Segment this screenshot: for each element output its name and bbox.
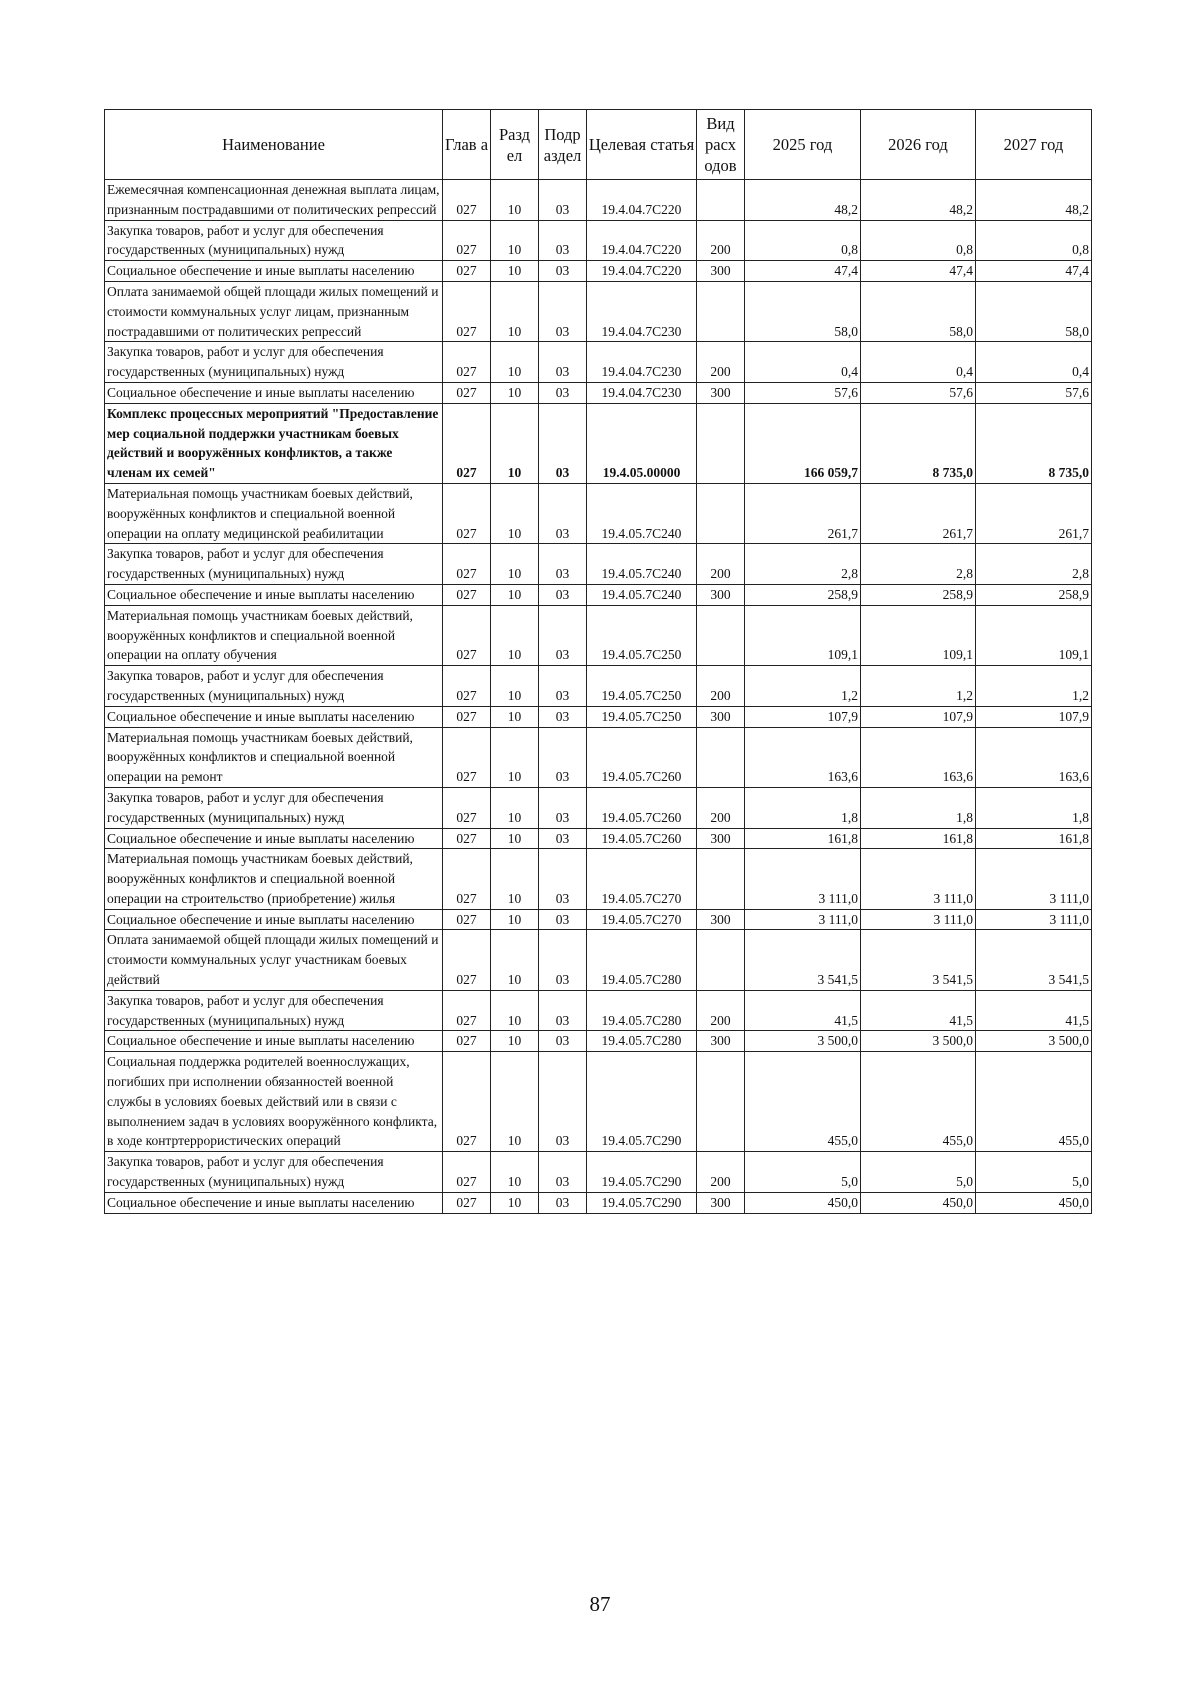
- table-row: [105, 1152, 1092, 1193]
- cell-section: 10: [491, 1031, 539, 1052]
- cell-2026: 455,0: [861, 1052, 976, 1152]
- cell-2027: 163,6: [976, 727, 1092, 787]
- cell-chapter: 027: [443, 1192, 491, 1213]
- cell-type: 200: [697, 220, 745, 261]
- cell-section: 10: [491, 483, 539, 543]
- cell-target: 19.4.04.7С220: [587, 261, 697, 282]
- table-row: [105, 1052, 1092, 1152]
- cell-subsection: 03: [539, 787, 587, 828]
- cell-subsection: 03: [539, 382, 587, 403]
- cell-type: 300: [697, 1192, 745, 1213]
- cell-2027: 3 111,0: [976, 849, 1092, 909]
- cell-chapter: 027: [443, 605, 491, 665]
- cell-2025: 3 111,0: [745, 849, 861, 909]
- cell-2025: 261,7: [745, 483, 861, 543]
- table-body: [105, 180, 1092, 1214]
- cell-2027: 450,0: [976, 1192, 1092, 1213]
- cell-type: 300: [697, 584, 745, 605]
- table-row: [105, 1031, 1092, 1052]
- cell-2027: 8 735,0: [976, 403, 1092, 483]
- cell-chapter: 027: [443, 1152, 491, 1193]
- cell-name: Закупка товаров, работ и услуг для обеспечения государственных (муниципальных) нужд: [105, 544, 443, 585]
- cell-2027: 109,1: [976, 605, 1092, 665]
- cell-chapter: 027: [443, 727, 491, 787]
- cell-chapter: 027: [443, 261, 491, 282]
- cell-2025: 2,8: [745, 544, 861, 585]
- cell-2026: 261,7: [861, 483, 976, 543]
- cell-2027: 5,0: [976, 1152, 1092, 1193]
- header-2025: 2025 год: [745, 110, 861, 180]
- cell-2025: 41,5: [745, 990, 861, 1031]
- table-row: [105, 666, 1092, 707]
- cell-2026: 163,6: [861, 727, 976, 787]
- cell-target: 19.4.05.7С270: [587, 849, 697, 909]
- cell-subsection: 03: [539, 666, 587, 707]
- cell-2025: 3 500,0: [745, 1031, 861, 1052]
- cell-subsection: 03: [539, 584, 587, 605]
- cell-2025: 1,8: [745, 787, 861, 828]
- header-section: Разд ел: [491, 110, 539, 180]
- header-2027: 2027 год: [976, 110, 1092, 180]
- cell-2026: 3 111,0: [861, 909, 976, 930]
- cell-name: Материальная помощь участникам боевых действий, вооружённых конфликтов и специальной военной операции на оплату обучения: [105, 605, 443, 665]
- cell-chapter: 027: [443, 403, 491, 483]
- cell-subsection: 03: [539, 1152, 587, 1193]
- cell-2027: 2,8: [976, 544, 1092, 585]
- cell-target: 19.4.05.7С290: [587, 1152, 697, 1193]
- cell-2026: 450,0: [861, 1192, 976, 1213]
- cell-2026: 47,4: [861, 261, 976, 282]
- cell-2026: 41,5: [861, 990, 976, 1031]
- cell-type: [697, 483, 745, 543]
- cell-section: 10: [491, 220, 539, 261]
- cell-subsection: 03: [539, 403, 587, 483]
- cell-chapter: 027: [443, 180, 491, 221]
- cell-subsection: 03: [539, 990, 587, 1031]
- cell-2025: 0,4: [745, 342, 861, 383]
- cell-chapter: 027: [443, 342, 491, 383]
- cell-type: 300: [697, 706, 745, 727]
- cell-2026: 0,8: [861, 220, 976, 261]
- cell-2026: 2,8: [861, 544, 976, 585]
- cell-section: 10: [491, 828, 539, 849]
- cell-2025: 109,1: [745, 605, 861, 665]
- cell-target: 19.4.04.7С220: [587, 220, 697, 261]
- cell-subsection: 03: [539, 828, 587, 849]
- cell-target: 19.4.05.7С240: [587, 584, 697, 605]
- cell-type: 300: [697, 261, 745, 282]
- cell-name: Социальное обеспечение и иные выплаты населению: [105, 706, 443, 727]
- cell-name: Закупка товаров, работ и услуг для обеспечения государственных (муниципальных) нужд: [105, 342, 443, 383]
- cell-target: 19.4.05.7С240: [587, 483, 697, 543]
- cell-name: Комплекс процессных мероприятий "Предоставление мер социальной поддержки участникам боевых действий и вооружённых конфликтов, а также членам их семей": [105, 403, 443, 483]
- cell-target: 19.4.05.7С290: [587, 1052, 697, 1152]
- table-row: [105, 281, 1092, 341]
- cell-target: 19.4.05.7С240: [587, 544, 697, 585]
- cell-2026: 3 500,0: [861, 1031, 976, 1052]
- cell-2027: 1,2: [976, 666, 1092, 707]
- cell-subsection: 03: [539, 544, 587, 585]
- cell-target: 19.4.04.7С230: [587, 382, 697, 403]
- cell-name: Социальное обеспечение и иные выплаты населению: [105, 584, 443, 605]
- table-row: [105, 403, 1092, 483]
- cell-section: 10: [491, 605, 539, 665]
- cell-type: [697, 727, 745, 787]
- cell-2026: 3 111,0: [861, 849, 976, 909]
- cell-chapter: 027: [443, 544, 491, 585]
- cell-2026: 109,1: [861, 605, 976, 665]
- cell-section: 10: [491, 727, 539, 787]
- cell-subsection: 03: [539, 342, 587, 383]
- cell-target: 19.4.04.7С230: [587, 342, 697, 383]
- cell-2027: 261,7: [976, 483, 1092, 543]
- cell-2026: 161,8: [861, 828, 976, 849]
- cell-section: 10: [491, 990, 539, 1031]
- cell-2025: 3 541,5: [745, 930, 861, 990]
- table-row: [105, 828, 1092, 849]
- cell-2027: 3 541,5: [976, 930, 1092, 990]
- cell-chapter: 027: [443, 787, 491, 828]
- cell-section: 10: [491, 261, 539, 282]
- cell-type: [697, 605, 745, 665]
- cell-chapter: 027: [443, 930, 491, 990]
- cell-2027: 48,2: [976, 180, 1092, 221]
- cell-2027: 0,4: [976, 342, 1092, 383]
- cell-subsection: 03: [539, 1052, 587, 1152]
- cell-2025: 0,8: [745, 220, 861, 261]
- cell-2027: 3 111,0: [976, 909, 1092, 930]
- cell-2025: 5,0: [745, 1152, 861, 1193]
- table-row: [105, 605, 1092, 665]
- table-row: [105, 990, 1092, 1031]
- cell-target: 19.4.05.7С280: [587, 930, 697, 990]
- cell-chapter: 027: [443, 706, 491, 727]
- cell-2025: 47,4: [745, 261, 861, 282]
- cell-target: 19.4.05.7С260: [587, 828, 697, 849]
- header-type: Вид расх одов: [697, 110, 745, 180]
- cell-subsection: 03: [539, 727, 587, 787]
- table-row: [105, 909, 1092, 930]
- cell-target: 19.4.05.7С270: [587, 909, 697, 930]
- cell-chapter: 027: [443, 990, 491, 1031]
- table-row: [105, 584, 1092, 605]
- cell-target: 19.4.04.7С230: [587, 281, 697, 341]
- cell-target: 19.4.05.7С250: [587, 666, 697, 707]
- cell-2026: 107,9: [861, 706, 976, 727]
- table-header: [105, 110, 1092, 180]
- cell-name: Материальная помощь участникам боевых действий, вооружённых конфликтов и специальной военной операции на оплату медицинской реабилитации: [105, 483, 443, 543]
- cell-chapter: 027: [443, 1052, 491, 1152]
- cell-subsection: 03: [539, 849, 587, 909]
- cell-subsection: 03: [539, 180, 587, 221]
- cell-name: Оплата занимаемой общей площади жилых помещений и стоимости коммунальных услуг участникам боевых действий: [105, 930, 443, 990]
- cell-section: 10: [491, 281, 539, 341]
- table-row: [105, 180, 1092, 221]
- cell-subsection: 03: [539, 909, 587, 930]
- cell-type: 200: [697, 990, 745, 1031]
- cell-2025: 1,2: [745, 666, 861, 707]
- header-target: Целевая статья: [587, 110, 697, 180]
- cell-name: Материальная помощь участникам боевых действий, вооружённых конфликтов и специальной военной операции на строительство (приобретение) жилья: [105, 849, 443, 909]
- cell-2027: 57,6: [976, 382, 1092, 403]
- cell-subsection: 03: [539, 1192, 587, 1213]
- cell-2026: 5,0: [861, 1152, 976, 1193]
- cell-subsection: 03: [539, 220, 587, 261]
- table-row: [105, 849, 1092, 909]
- cell-target: 19.4.05.7С260: [587, 787, 697, 828]
- cell-2025: 58,0: [745, 281, 861, 341]
- table-row: [105, 930, 1092, 990]
- cell-subsection: 03: [539, 706, 587, 727]
- cell-2025: 258,9: [745, 584, 861, 605]
- cell-2026: 48,2: [861, 180, 976, 221]
- cell-section: 10: [491, 706, 539, 727]
- cell-name: Социальное обеспечение и иные выплаты населению: [105, 382, 443, 403]
- cell-name: Социальное обеспечение и иные выплаты населению: [105, 1192, 443, 1213]
- cell-section: 10: [491, 180, 539, 221]
- table-row: [105, 544, 1092, 585]
- cell-type: 200: [697, 666, 745, 707]
- cell-type: 200: [697, 544, 745, 585]
- table-row: [105, 483, 1092, 543]
- table-row: [105, 787, 1092, 828]
- table-row: [105, 342, 1092, 383]
- cell-chapter: 027: [443, 584, 491, 605]
- table-row: [105, 261, 1092, 282]
- cell-chapter: 027: [443, 483, 491, 543]
- cell-2026: 1,2: [861, 666, 976, 707]
- header-subsection: Подр аздел: [539, 110, 587, 180]
- cell-type: [697, 403, 745, 483]
- cell-target: 19.4.05.7С280: [587, 1031, 697, 1052]
- cell-section: 10: [491, 1192, 539, 1213]
- cell-target: 19.4.05.7С290: [587, 1192, 697, 1213]
- cell-2025: 455,0: [745, 1052, 861, 1152]
- cell-2027: 0,8: [976, 220, 1092, 261]
- cell-section: 10: [491, 544, 539, 585]
- cell-type: [697, 281, 745, 341]
- cell-section: 10: [491, 403, 539, 483]
- header-name: Наименование: [105, 110, 443, 180]
- cell-target: 19.4.05.7С250: [587, 706, 697, 727]
- cell-section: 10: [491, 930, 539, 990]
- cell-2026: 1,8: [861, 787, 976, 828]
- cell-subsection: 03: [539, 1031, 587, 1052]
- cell-2027: 455,0: [976, 1052, 1092, 1152]
- cell-2026: 57,6: [861, 382, 976, 403]
- cell-2027: 41,5: [976, 990, 1092, 1031]
- cell-2026: 8 735,0: [861, 403, 976, 483]
- cell-target: 19.4.05.00000: [587, 403, 697, 483]
- cell-type: [697, 180, 745, 221]
- table-row: [105, 706, 1092, 727]
- cell-name: Ежемесячная компенсационная денежная выплата лицам, признанным пострадавшими от политических репрессий: [105, 180, 443, 221]
- cell-type: 300: [697, 1031, 745, 1052]
- cell-2027: 3 500,0: [976, 1031, 1092, 1052]
- cell-subsection: 03: [539, 605, 587, 665]
- page-number: 87: [589, 1592, 611, 1616]
- cell-target: 19.4.05.7С260: [587, 727, 697, 787]
- cell-2027: 47,4: [976, 261, 1092, 282]
- cell-name: Оплата занимаемой общей площади жилых помещений и стоимости коммунальных услуг лицам, признанным пострадавшими от политических репрессий: [105, 281, 443, 341]
- table-row: [105, 382, 1092, 403]
- cell-section: 10: [491, 787, 539, 828]
- cell-2025: 107,9: [745, 706, 861, 727]
- cell-chapter: 027: [443, 828, 491, 849]
- table-row: [105, 1192, 1092, 1213]
- cell-chapter: 027: [443, 220, 491, 261]
- header-chapter: Глав а: [443, 110, 491, 180]
- cell-section: 10: [491, 342, 539, 383]
- cell-2025: 48,2: [745, 180, 861, 221]
- cell-type: 300: [697, 828, 745, 849]
- cell-type: 300: [697, 382, 745, 403]
- table-row: [105, 727, 1092, 787]
- cell-type: [697, 1052, 745, 1152]
- cell-name: Закупка товаров, работ и услуг для обеспечения государственных (муниципальных) нужд: [105, 220, 443, 261]
- cell-2027: 107,9: [976, 706, 1092, 727]
- cell-chapter: 027: [443, 281, 491, 341]
- cell-2026: 3 541,5: [861, 930, 976, 990]
- cell-type: 300: [697, 909, 745, 930]
- cell-2027: 1,8: [976, 787, 1092, 828]
- cell-2025: 161,8: [745, 828, 861, 849]
- cell-type: 200: [697, 787, 745, 828]
- cell-name: Закупка товаров, работ и услуг для обеспечения государственных (муниципальных) нужд: [105, 787, 443, 828]
- cell-2027: 58,0: [976, 281, 1092, 341]
- cell-subsection: 03: [539, 281, 587, 341]
- cell-2026: 258,9: [861, 584, 976, 605]
- cell-target: 19.4.04.7С220: [587, 180, 697, 221]
- cell-section: 10: [491, 584, 539, 605]
- cell-section: 10: [491, 1152, 539, 1193]
- cell-2026: 0,4: [861, 342, 976, 383]
- cell-2025: 450,0: [745, 1192, 861, 1213]
- cell-2025: 166 059,7: [745, 403, 861, 483]
- cell-section: 10: [491, 382, 539, 403]
- cell-name: Социальное обеспечение и иные выплаты населению: [105, 261, 443, 282]
- budget-table: [104, 109, 1092, 1214]
- cell-target: 19.4.05.7С280: [587, 990, 697, 1031]
- cell-subsection: 03: [539, 483, 587, 543]
- cell-section: 10: [491, 849, 539, 909]
- cell-section: 10: [491, 909, 539, 930]
- cell-2027: 258,9: [976, 584, 1092, 605]
- cell-subsection: 03: [539, 261, 587, 282]
- cell-type: [697, 849, 745, 909]
- cell-name: Закупка товаров, работ и услуг для обеспечения государственных (муниципальных) нужд: [105, 1152, 443, 1193]
- cell-chapter: 027: [443, 382, 491, 403]
- cell-name: Социальное обеспечение и иные выплаты населению: [105, 828, 443, 849]
- cell-2025: 3 111,0: [745, 909, 861, 930]
- cell-name: Социальное обеспечение и иные выплаты населению: [105, 1031, 443, 1052]
- cell-type: [697, 930, 745, 990]
- cell-name: Закупка товаров, работ и услуг для обеспечения государственных (муниципальных) нужд: [105, 666, 443, 707]
- header-2026: 2026 год: [861, 110, 976, 180]
- cell-section: 10: [491, 666, 539, 707]
- cell-2025: 57,6: [745, 382, 861, 403]
- cell-name: Закупка товаров, работ и услуг для обеспечения государственных (муниципальных) нужд: [105, 990, 443, 1031]
- cell-section: 10: [491, 1052, 539, 1152]
- cell-type: 200: [697, 1152, 745, 1193]
- cell-subsection: 03: [539, 930, 587, 990]
- cell-chapter: 027: [443, 1031, 491, 1052]
- cell-chapter: 027: [443, 909, 491, 930]
- cell-name: Материальная помощь участникам боевых действий, вооружённых конфликтов и специальной военной операции на ремонт: [105, 727, 443, 787]
- cell-chapter: 027: [443, 666, 491, 707]
- cell-2025: 163,6: [745, 727, 861, 787]
- table-row: [105, 220, 1092, 261]
- cell-name: Социальное обеспечение и иные выплаты населению: [105, 909, 443, 930]
- cell-type: 200: [697, 342, 745, 383]
- cell-2026: 58,0: [861, 281, 976, 341]
- cell-name: Социальная поддержка родителей военнослужащих, погибших при исполнении обязанностей военной службы в условиях боевых действий или в связи с выполнением задач в условиях вооружённого конфликта, в ходе контртеррористических операций: [105, 1052, 443, 1152]
- cell-2027: 161,8: [976, 828, 1092, 849]
- cell-chapter: 027: [443, 849, 491, 909]
- cell-target: 19.4.05.7С250: [587, 605, 697, 665]
